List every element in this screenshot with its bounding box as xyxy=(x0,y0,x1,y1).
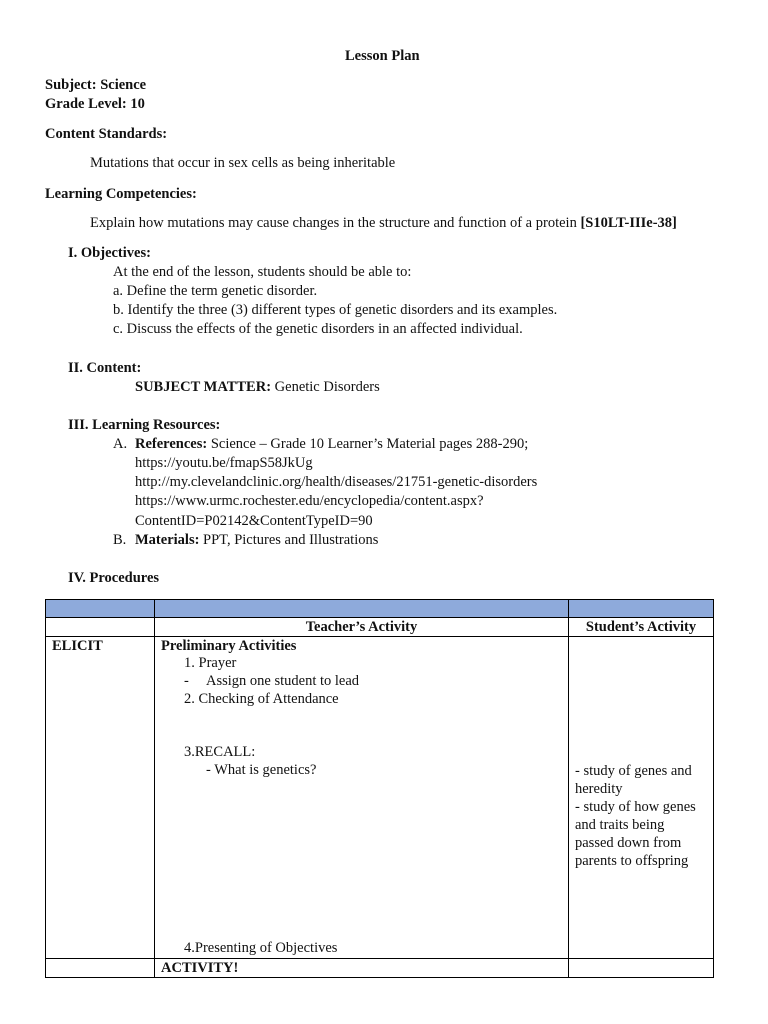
activity-phase-cell xyxy=(46,959,155,978)
reference-link[interactable]: https://youtu.be/fmapS58JkUg xyxy=(135,455,313,471)
references-text: Science – Grade 10 Learner’s Material pages 288-290; xyxy=(210,436,529,452)
content-heading: II. Content: xyxy=(68,360,142,376)
elicit-teacher-cell xyxy=(155,637,569,959)
resource-b-marker: B. xyxy=(113,532,127,548)
procedures-heading: IV. Procedures xyxy=(68,570,160,586)
header-band-cell xyxy=(46,600,155,618)
objective-item: a. Define the term genetic disorder. xyxy=(113,283,318,299)
content-standards-text: Mutations that occur in sex cells as being inheritable xyxy=(90,155,396,171)
grade-label: Grade Level: xyxy=(45,96,127,112)
table-row-elicit xyxy=(46,637,714,959)
subject-line xyxy=(45,76,146,94)
objective-item: c. Discuss the effects of the genetic disorders in an affected individual. xyxy=(113,321,523,337)
student-answer-line: and traits being xyxy=(575,817,665,833)
objective-item: b. Identify the three (3) different types of genetic disorders and its examples. xyxy=(113,302,558,318)
competency-code: [S10LT-IIIe-38] xyxy=(580,215,677,231)
objectives-heading: I. Objectives: xyxy=(68,245,151,261)
table-column-headers xyxy=(46,618,714,637)
subject-value: Science xyxy=(100,77,147,93)
student-answer-block xyxy=(575,637,707,870)
references-label: References: xyxy=(135,436,208,452)
activity-student-cell xyxy=(569,959,714,978)
learning-competencies-line xyxy=(90,214,677,232)
assign-item: Assign one student to lead xyxy=(206,673,360,689)
subject-label: Subject: xyxy=(45,77,97,93)
subject-matter-value: Genetic Disorders xyxy=(274,379,380,395)
activity-label: ACTIVITY! xyxy=(155,959,569,978)
subject-matter-line xyxy=(135,378,380,396)
header-band-cell xyxy=(569,600,714,618)
resource-a-marker: A. xyxy=(113,436,128,452)
attendance-item: 2. Checking of Attendance xyxy=(184,691,339,707)
recall-question: - What is genetics? xyxy=(206,762,317,778)
materials-label: Materials: xyxy=(135,532,200,548)
student-answer-line: - study of genes and xyxy=(575,763,692,779)
phase-column-header xyxy=(46,618,155,637)
grade-value: 10 xyxy=(130,96,145,112)
teacher-activity-header: Teacher’s Activity xyxy=(155,618,569,637)
page-title: Lesson Plan xyxy=(345,48,420,64)
table-header-band xyxy=(46,600,714,618)
student-answer-line: passed down from xyxy=(575,835,682,851)
subject-matter-label: SUBJECT MATTER: xyxy=(135,379,272,395)
reference-link[interactable]: http://my.clevelandclinic.org/health/diseases/21751-genetic-disorders xyxy=(135,474,538,490)
resource-b-line xyxy=(135,531,378,549)
table-row-activity xyxy=(46,959,714,978)
reference-link[interactable]: https://www.urmc.rochester.edu/encyclopedia/content.aspx? xyxy=(135,493,484,509)
learning-competencies-heading: Learning Competencies: xyxy=(45,186,197,202)
resource-a-line xyxy=(135,435,528,453)
header-band-cell xyxy=(155,600,569,618)
student-activity-header: Student’s Activity xyxy=(569,618,714,637)
procedures-table xyxy=(45,599,714,978)
reference-link[interactable]: ContentID=P02142&ContentTypeID=90 xyxy=(135,513,373,529)
phase-elicit: ELICIT xyxy=(46,637,155,959)
content-standards-heading: Content Standards: xyxy=(45,126,168,142)
grade-line xyxy=(45,95,145,113)
student-answer-line: - study of how genes xyxy=(575,799,696,815)
preliminary-activities-title: Preliminary Activities xyxy=(161,638,297,654)
student-answer-line: parents to offspring xyxy=(575,853,689,869)
learning-competencies-text: Explain how mutations may cause changes in the structure and function of a protein xyxy=(90,215,577,231)
student-answer-line: heredity xyxy=(575,781,623,797)
prayer-item: 1. Prayer xyxy=(184,655,237,671)
elicit-student-cell xyxy=(569,637,714,959)
objectives-intro: At the end of the lesson, students should be able to: xyxy=(113,264,412,280)
resources-heading: III. Learning Resources: xyxy=(68,417,221,433)
assign-dash: - xyxy=(184,673,189,689)
recall-item: 3.RECALL: xyxy=(184,744,256,760)
presenting-objectives-item: 4.Presenting of Objectives xyxy=(184,940,338,956)
materials-text: PPT, Pictures and Illustrations xyxy=(203,532,379,548)
